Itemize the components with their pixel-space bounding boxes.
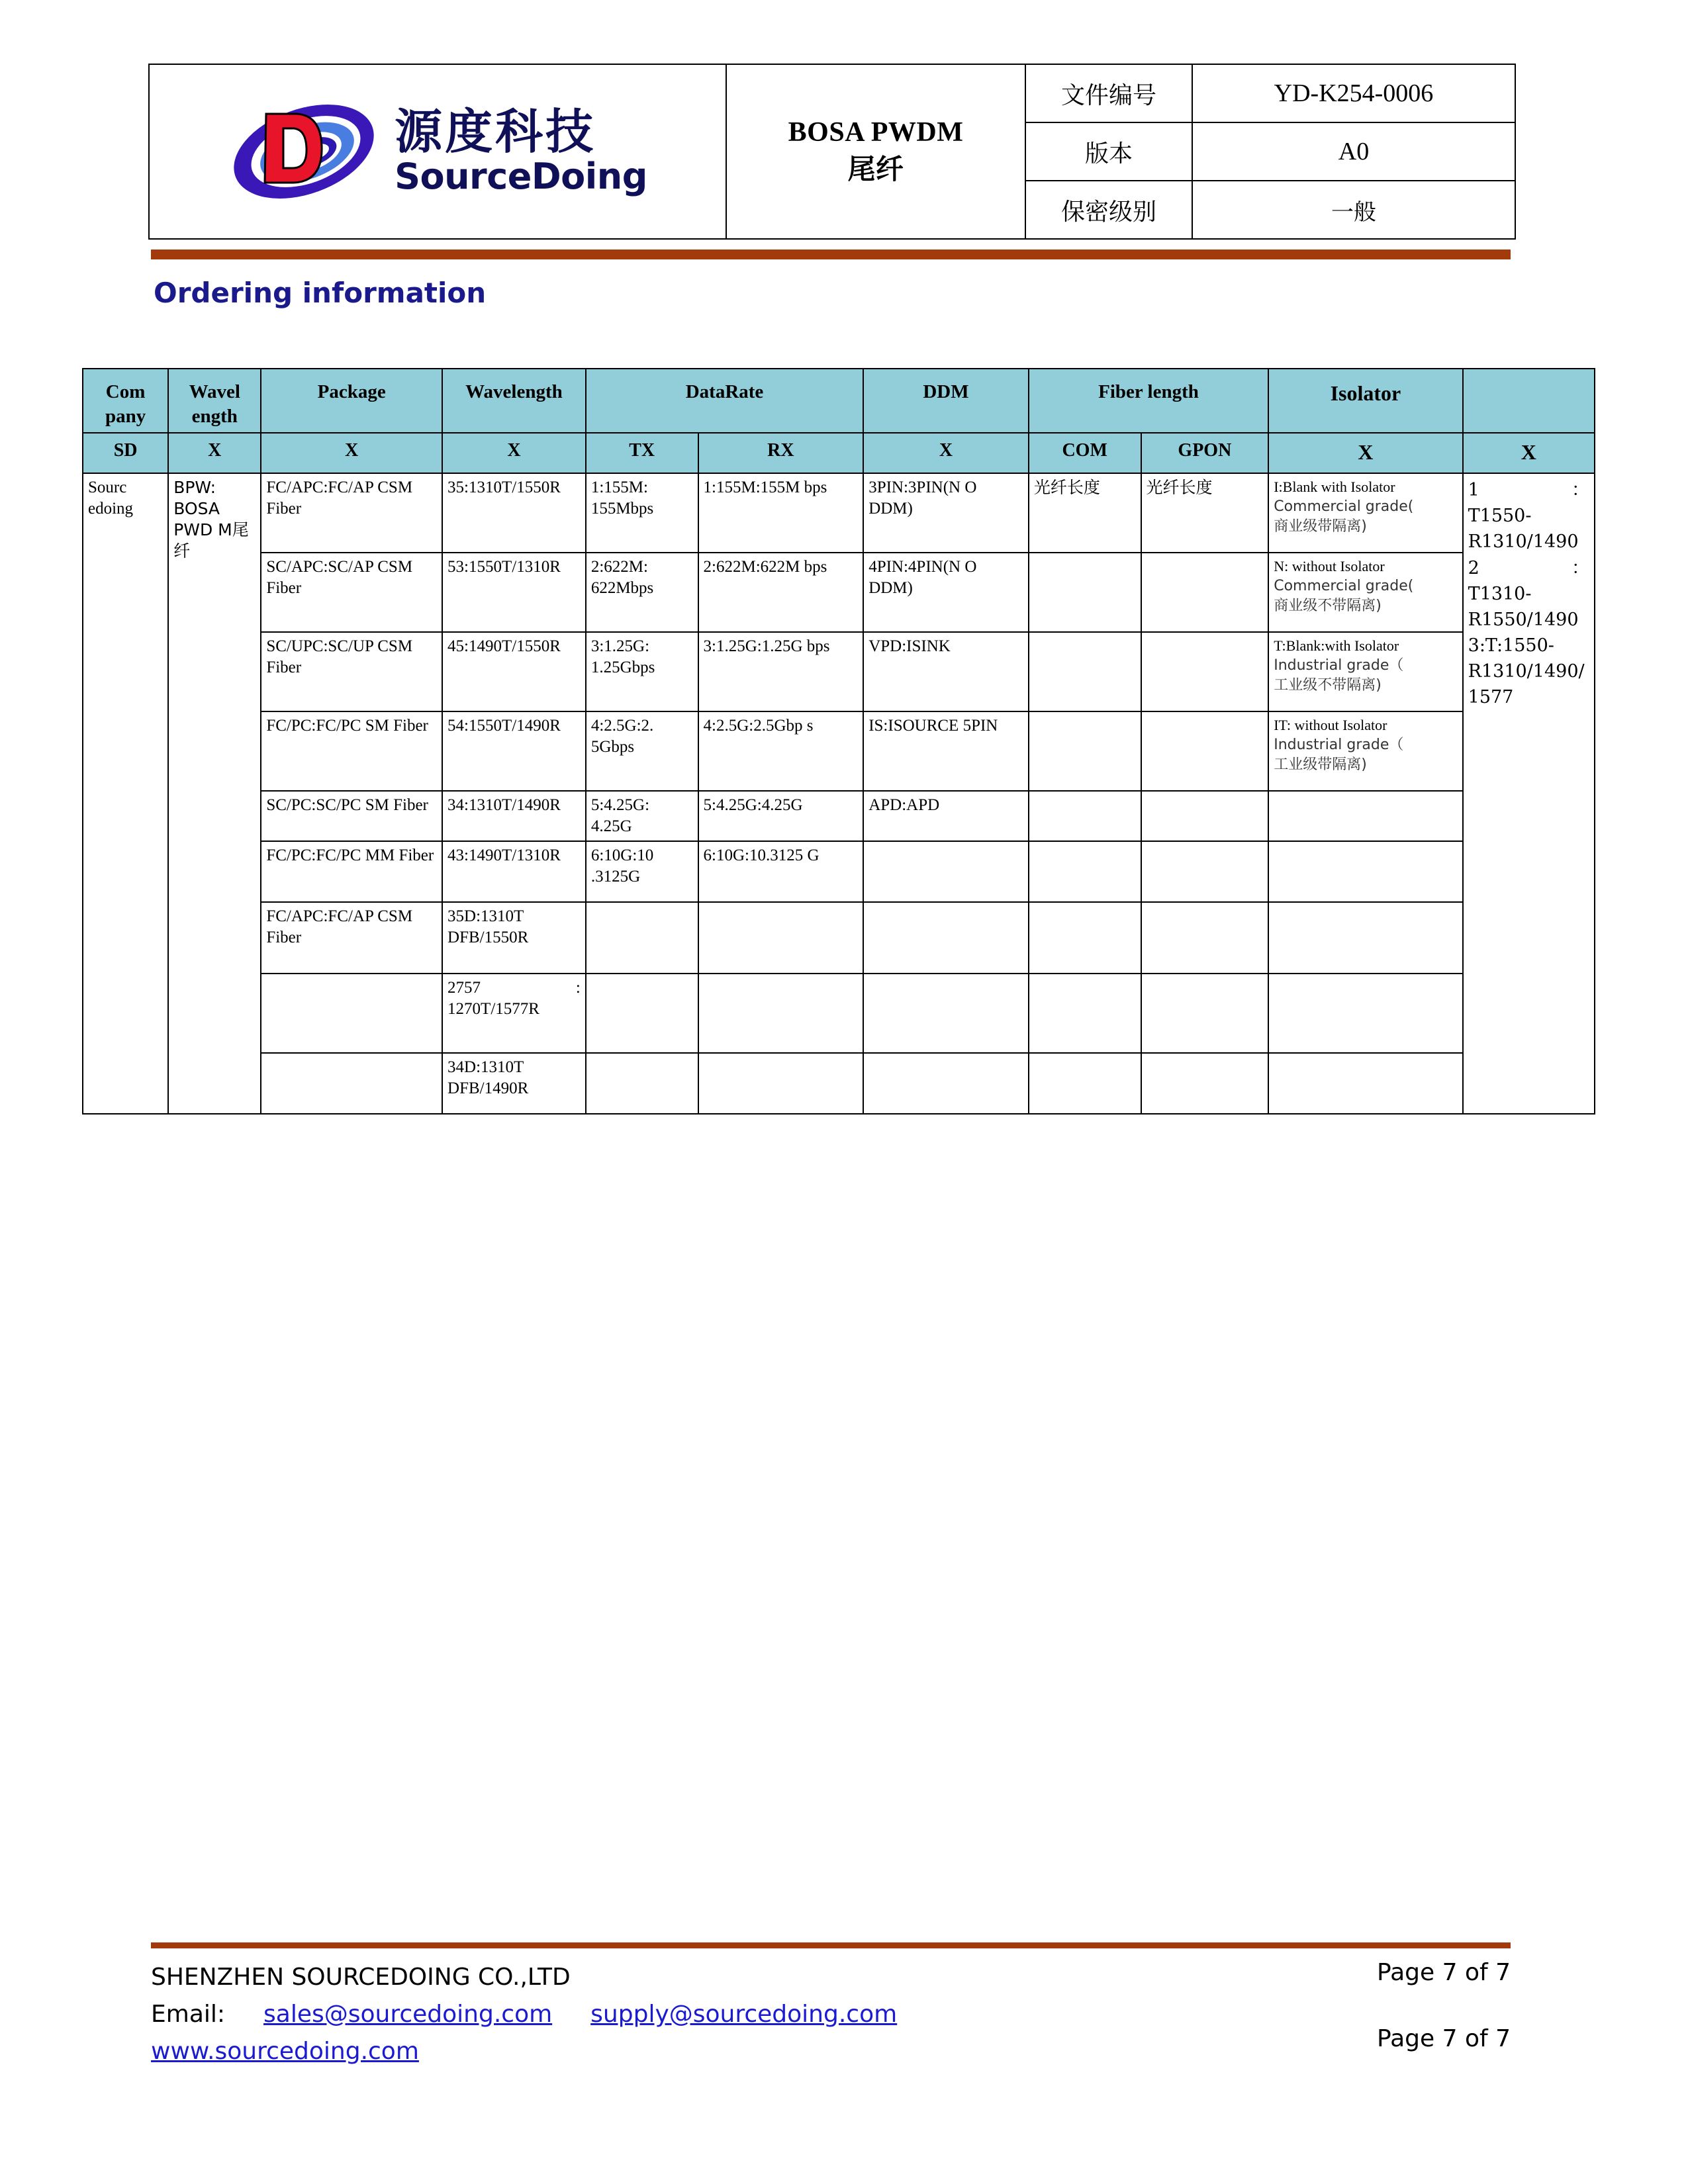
- wavelength-code-value: 1270T/1577R: [447, 1000, 539, 1019]
- cell-isolator: [1268, 711, 1462, 791]
- isolator-code: N: without Isolator: [1274, 558, 1385, 575]
- cell-package: FC/PC:FC/PC MM Fiber: [261, 841, 442, 902]
- cell-fiber-gpon: [1141, 902, 1269, 974]
- col-header-fiber-length: Fiber length: [1029, 369, 1268, 433]
- isolator-grade: Industrial grade（: [1274, 657, 1404, 674]
- cell-fiber-com: [1029, 553, 1141, 632]
- meta-value-doc-number: YD-K254-0006: [1192, 64, 1515, 122]
- logo-cn-name: 源度科技: [395, 103, 596, 159]
- cell-ddm: [863, 902, 1029, 974]
- table-row: [83, 553, 1595, 632]
- document-header-table: [148, 64, 1516, 240]
- subcol-header-extra-x: X: [1463, 433, 1595, 473]
- col-header-datarate: DataRate: [586, 369, 863, 433]
- subcol-header-com: COM: [1029, 433, 1141, 473]
- meta-label-confidentiality: 保密级别: [1025, 181, 1192, 239]
- isolator-code: I:Blank with Isolator: [1274, 478, 1395, 496]
- cell-datarate-rx: 2:622M:622M bps: [698, 553, 864, 632]
- cell-ddm: APD:APD: [863, 791, 1029, 841]
- footer-email-sales-link[interactable]: sales@sourcedoing.com: [263, 2000, 553, 2028]
- isolator-grade: Industrial grade（: [1274, 737, 1404, 754]
- cell-wavelength: 35:1310T/1550R: [442, 473, 586, 553]
- cell-isolator: [1268, 791, 1462, 841]
- col-header-company: Com pany: [83, 369, 168, 433]
- cell-isolator: [1268, 841, 1462, 902]
- sourcedoing-logo-icon: [228, 95, 380, 208]
- table-row: [83, 974, 1595, 1053]
- document-title-line2: 尾纤: [847, 155, 904, 185]
- combo-1-number: 1: [1468, 480, 1479, 501]
- meta-label-version: 版本: [1025, 122, 1192, 181]
- col-header-isolator: Isolator: [1268, 369, 1462, 433]
- cell-fiber-com: 光纤长度: [1029, 473, 1141, 553]
- footer-page-number-bottom: Page 7 of 7: [1377, 2025, 1511, 2052]
- cell-fiber-com: [1029, 1053, 1141, 1114]
- cell-datarate-rx: 4:2.5G:2.5Gbp s: [698, 711, 864, 791]
- cell-fiber-gpon: [1141, 711, 1269, 791]
- cell-fiber-gpon: [1141, 791, 1269, 841]
- cell-datarate-rx: 3:1.25G:1.25G bps: [698, 632, 864, 711]
- cell-package: [261, 974, 442, 1053]
- table-header-row-group: [83, 369, 1595, 433]
- cell-wavelength: 34D:1310T DFB/1490R: [442, 1053, 586, 1114]
- cell-datarate-tx: 4:2.5G:2. 5Gbps: [586, 711, 698, 791]
- isolator-grade: Commercial grade(: [1274, 578, 1414, 595]
- combo-3-value: 3:T:1550-R1310/1490/1577: [1468, 635, 1585, 708]
- cell-package: [261, 1053, 442, 1114]
- cell-datarate-tx: 1:155M: 155Mbps: [586, 473, 698, 553]
- cell-wavelength: 53:1550T/1310R: [442, 553, 586, 632]
- subcol-header-ddm-x: X: [863, 433, 1029, 473]
- header-accent-rule: [151, 250, 1511, 259]
- cell-company: Sourc edoing: [83, 473, 168, 1114]
- cell-wavelength-code: BPW: BOSA PWD M尾纤: [168, 473, 261, 1114]
- cell-datarate-tx: 6:10G:10 .3125G: [586, 841, 698, 902]
- footer-accent-rule: [151, 1942, 1511, 1948]
- cell-isolator: [1268, 902, 1462, 974]
- isolator-cn: 工业级带隔离): [1274, 756, 1367, 773]
- wavelength-code-colon: :: [575, 979, 581, 997]
- meta-label-doc-number: 文件编号: [1025, 64, 1192, 122]
- cell-datarate-rx: 1:155M:155M bps: [698, 473, 864, 553]
- logo-en-name: SourceDoing: [395, 155, 647, 197]
- cell-datarate-tx: 2:622M: 622Mbps: [586, 553, 698, 632]
- cell-fiber-com: [1029, 841, 1141, 902]
- cell-isolator: [1268, 553, 1462, 632]
- table-row: [83, 1053, 1595, 1114]
- cell-datarate-tx: [586, 1053, 698, 1114]
- combo-2-value: T1310-R1550/1490: [1468, 583, 1579, 630]
- cell-ddm: IS:ISOURCE 5PIN: [863, 711, 1029, 791]
- footer-page-number-top: Page 7 of 7: [1377, 1959, 1511, 1986]
- cell-ddm: [863, 841, 1029, 902]
- cell-fiber-gpon: [1141, 1053, 1269, 1114]
- table-row: [83, 902, 1595, 974]
- cell-fiber-com: [1029, 711, 1141, 791]
- cell-fiber-gpon: [1141, 553, 1269, 632]
- cell-ddm: [863, 974, 1029, 1053]
- wavelength-code-number: 2757: [447, 979, 481, 997]
- isolator-code: IT: without Isolator: [1274, 717, 1387, 734]
- footer-website-link[interactable]: www.sourcedoing.com: [151, 2037, 419, 2065]
- ordering-information-table: [82, 368, 1595, 1115]
- subcol-header-wavelength2-x: X: [442, 433, 586, 473]
- cell-fiber-com: [1029, 902, 1141, 974]
- table-subheader-row: [83, 433, 1595, 473]
- isolator-grade: Commercial grade(: [1274, 498, 1414, 516]
- cell-fiber-gpon: [1141, 841, 1269, 902]
- footer-company-name: SHENZHEN SOURCEDOING CO.,LTD: [151, 1964, 571, 1991]
- col-header-package: Package: [261, 369, 442, 433]
- col-header-wavelength-code: Wavel ength: [168, 369, 261, 433]
- page-footer: [151, 1959, 1511, 2070]
- table-row: [83, 711, 1595, 791]
- combo-2-colon: ：: [1571, 557, 1589, 578]
- isolator-cn: 商业级不带隔离): [1274, 597, 1382, 614]
- cell-ddm: 3PIN:3PIN(N O DDM): [863, 473, 1029, 553]
- cell-fiber-com: [1029, 632, 1141, 711]
- footer-email-label: Email:: [151, 2000, 226, 2028]
- cell-wavelength: 35D:1310T DFB/1550R: [442, 902, 586, 974]
- subcol-header-sd: SD: [83, 433, 168, 473]
- cell-datarate-rx: 5:4.25G:4.25G: [698, 791, 864, 841]
- cell-datarate-rx: [698, 1053, 864, 1114]
- cell-package: SC/APC:SC/AP CSM Fiber: [261, 553, 442, 632]
- table-row: [83, 791, 1595, 841]
- cell-ddm: [863, 1053, 1029, 1114]
- cell-fiber-com: [1029, 791, 1141, 841]
- isolator-cn: 工业级不带隔离): [1274, 676, 1382, 694]
- cell-wavelength: 45:1490T/1550R: [442, 632, 586, 711]
- cell-wavelength: 54:1550T/1490R: [442, 711, 586, 791]
- cell-wavelength: 34:1310T/1490R: [442, 791, 586, 841]
- isolator-code: T:Blank:with Isolator: [1274, 637, 1399, 655]
- meta-value-version: A0: [1192, 122, 1515, 181]
- table-row: [83, 473, 1595, 553]
- cell-isolator: [1268, 632, 1462, 711]
- col-header-wavelength: Wavelength: [442, 369, 586, 433]
- cell-datarate-rx: 6:10G:10.3125 G: [698, 841, 864, 902]
- meta-value-confidentiality: 一般: [1192, 181, 1515, 239]
- cell-package: FC/PC:FC/PC SM Fiber: [261, 711, 442, 791]
- subcol-header-package-x: X: [261, 433, 442, 473]
- col-header-extra: [1463, 369, 1595, 433]
- combo-1-value: T1550-R1310/1490: [1468, 506, 1579, 553]
- cell-fiber-gpon: 光纤长度: [1141, 473, 1269, 553]
- cell-datarate-rx: [698, 974, 864, 1053]
- cell-datarate-tx: [586, 974, 698, 1053]
- cell-package: SC/PC:SC/PC SM Fiber: [261, 791, 442, 841]
- isolator-cn: 商业级带隔离): [1274, 518, 1367, 535]
- footer-email-supply-link[interactable]: supply@sourcedoing.com: [590, 2000, 898, 2028]
- cell-fiber-gpon: [1141, 632, 1269, 711]
- cell-fiber-gpon: [1141, 974, 1269, 1053]
- document-title-cell: [726, 64, 1025, 239]
- cell-datarate-rx: [698, 902, 864, 974]
- cell-wavelength: 43:1490T/1310R: [442, 841, 586, 902]
- subcol-header-wavelength-x: X: [168, 433, 261, 473]
- company-logo-cell: [149, 64, 726, 239]
- cell-package: SC/UPC:SC/UP CSM Fiber: [261, 632, 442, 711]
- table-row: [83, 841, 1595, 902]
- cell-package: FC/APC:FC/AP CSM Fiber: [261, 902, 442, 974]
- subcol-header-isolator-x: X: [1268, 433, 1462, 473]
- table-row: [83, 632, 1595, 711]
- cell-wavelength: [442, 974, 586, 1053]
- combo-1-colon: ：: [1571, 480, 1589, 501]
- document-title-line1: BOSA PWDM: [788, 117, 964, 148]
- cell-package: FC/APC:FC/AP CSM Fiber: [261, 473, 442, 553]
- col-header-ddm: DDM: [863, 369, 1029, 433]
- cell-isolator: [1268, 974, 1462, 1053]
- subcol-header-gpon: GPON: [1141, 433, 1269, 473]
- cell-ddm: 4PIN:4PIN(N O DDM): [863, 553, 1029, 632]
- cell-fiber-com: [1029, 974, 1141, 1053]
- cell-datarate-tx: 3:1.25G: 1.25Gbps: [586, 632, 698, 711]
- cell-isolator: [1268, 473, 1462, 553]
- subcol-header-tx: TX: [586, 433, 698, 473]
- cell-ddm: VPD:ISINK: [863, 632, 1029, 711]
- page-title: Ordering information: [154, 277, 487, 309]
- cell-isolator: [1268, 1053, 1462, 1114]
- subcol-header-rx: RX: [698, 433, 864, 473]
- combo-2-number: 2: [1468, 557, 1479, 578]
- cell-datarate-tx: 5:4.25G: 4.25G: [586, 791, 698, 841]
- cell-tx-rx-combination-list: [1463, 473, 1595, 1114]
- cell-datarate-tx: [586, 902, 698, 974]
